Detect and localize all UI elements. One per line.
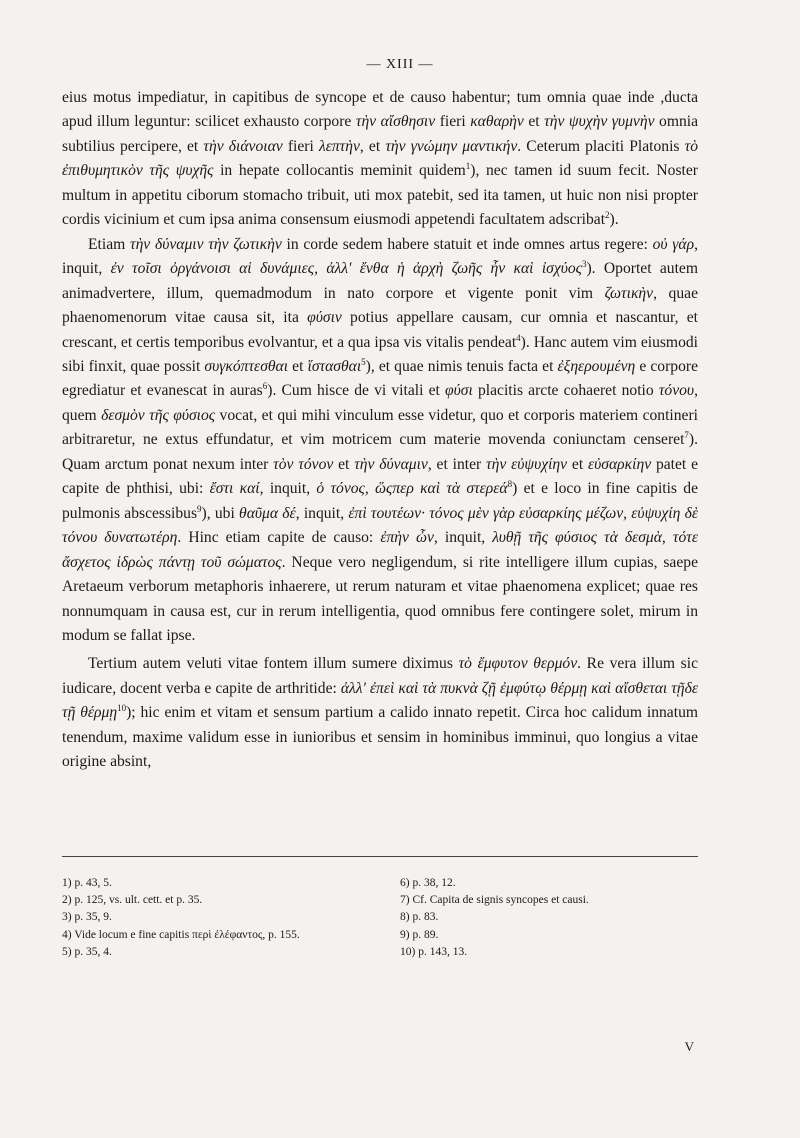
latin-text: fieri (435, 113, 471, 131)
latin-text: et (523, 113, 545, 131)
footnotes-left-column (62, 875, 392, 961)
footnote (62, 944, 392, 961)
footnote-number: 5) (62, 945, 72, 958)
latin-text: Tertium autem veluti vitae fontem illum sumere diximus (88, 655, 459, 673)
latin-text: , inquit, (295, 504, 349, 522)
paragraph (62, 652, 698, 774)
latin-text: ). Hanc autem vim eiusmodi sibi finxit, quae possit (62, 333, 698, 375)
footnote-number: 8) (400, 911, 410, 924)
footnote-number: 3) (62, 911, 72, 924)
footnote-number: 1) (62, 877, 72, 889)
footnote-text: p. 35, 9. (71, 911, 112, 924)
latin-text: vocat, et qui mihi vinculum esse videtur, quo et corporis materiem contineri arbitraretur, ne extus effundatur, et vim motricem cum materie movenda coniunctam censeret (62, 406, 699, 449)
latin-text: in hepate collocantis meminit quidem (213, 162, 466, 180)
latin-text: e corpore egrediatur et evanescat in auras (62, 357, 698, 400)
footnote-number: 9) (400, 928, 410, 941)
signature-mark: V (684, 1039, 694, 1054)
greek-phrase: τὸ ἐπιθυμητικὸν τῆς ψυχῆς (62, 137, 698, 180)
latin-text: ). Quam arctum ponat nexum inter (62, 431, 698, 473)
latin-text: ), et quae nimis tenuis facta et (365, 357, 558, 375)
latin-text: , inquit, (62, 235, 698, 278)
footnote (62, 927, 392, 944)
footnote-number: 7) (400, 894, 410, 907)
latin-text: omnia subtilius percipere, et (62, 113, 698, 155)
latin-text: , inquit, (259, 480, 317, 498)
footnote-text: p. 125, vs. ult. cett. et p. 35. (71, 894, 203, 907)
latin-text: eius motus impediatur, in capitibus de syncope et de causo habentur; tum omnia quae inde ,ducta apud illum leguntur: scilicet exhausto corpore (62, 89, 698, 131)
greek-phrase: τὴν αἴσθησιν (355, 113, 436, 131)
footnote-text: p. 83. (409, 911, 439, 924)
latin-text: ), nec tamen id suum fecit. Noster multum in appetitu ciborum stomacho tribuit, uti mox patebit, sed ita tamen, ut huic non nisi propter cordis vicinium et cum ipsa anima consensum eiusmodi appetendi facultatem adscribat (62, 162, 698, 229)
greek-phrase: ἐπὴν ὦν (380, 529, 434, 547)
greek-phrase: εὐσαρκίην (587, 455, 652, 473)
greek-phrase: τὴν εὐψυχίην (486, 455, 568, 473)
greek-phrase: τόνου (658, 382, 695, 400)
footnote (400, 892, 700, 909)
greek-phrase: συγκόπτεσθαι (204, 357, 289, 375)
greek-phrase: τὴν γνώμην μαντικήν (385, 137, 518, 155)
footnote-ref: 10 (117, 703, 127, 714)
footnote (62, 875, 392, 892)
greek-phrase: ἐπὶ τουτέων· τόνος μὲν γὰρ εὐσαρκίης μέζων, εὐψυχίη δὲ τόνου δυνατωτέρη (62, 504, 698, 547)
greek-phrase: τὸ ἔμφυτον θερμόν (458, 655, 578, 673)
footnote-divider (62, 856, 698, 857)
latin-text: potius appellare causam, cur omnia et nascantur, et crescant, et certis temporibus evolvantur, et a qua ipsa vis vitalis pendeat (62, 309, 698, 351)
latin-text: et (288, 357, 308, 375)
footnote (400, 875, 700, 892)
latin-text: , inquit, (433, 529, 493, 547)
footnote-text: p. 89. (409, 928, 439, 941)
footnote-ref: 3 (581, 259, 587, 270)
greek-phrase: λεπτὴν (318, 137, 360, 155)
greek-phrase: ἔστι καί (209, 480, 260, 498)
footnote-ref: 1 (465, 161, 471, 172)
footnote-ref: 8 (507, 479, 513, 490)
footnote-ref: 9 (197, 503, 202, 514)
footnote-number: 6) (400, 877, 410, 889)
footnote-text: p. 38, 12. (409, 877, 456, 889)
footnote-text: p. 143, 13. (415, 945, 468, 958)
footnote-ref: 7 (684, 430, 689, 441)
footnote-number: 4) (62, 928, 72, 941)
latin-text: et (333, 455, 355, 473)
footnote (400, 927, 700, 944)
footnote (400, 909, 700, 926)
footnote-number: 2) (62, 894, 72, 907)
greek-phrase: ὁ τόνος, ὥςπερ καὶ τὰ στερεά (316, 480, 508, 498)
greek-phrase: τὸν τόνον (273, 455, 334, 473)
paragraph (62, 86, 698, 233)
latin-text: ). Cum hisce de vi vitali et (267, 382, 445, 400)
latin-text: , quae phaenomenorum vitae causa sit, ita (62, 284, 698, 327)
greek-phrase: ἵστασθαι (307, 357, 362, 375)
greek-phrase: τὴν διάνοιαν (203, 137, 283, 155)
page-number-header: — XIII — (366, 57, 434, 72)
latin-text: , et (359, 137, 386, 155)
body-text (62, 86, 698, 775)
greek-phrase: τὴν δύναμιν τὴν ζωτικὴν (129, 235, 282, 253)
greek-phrase: καθαρὴν (470, 113, 524, 131)
greek-phrase: δεσμὸν τῆς φύσιος (101, 406, 216, 424)
latin-text: patet e capite de phthisi, ubi: (62, 455, 698, 498)
greek-phrase: θαῦμα δέ (239, 504, 296, 522)
latin-text: , quem (62, 382, 698, 424)
latin-text: in corde sedem habere statuit et inde omnes artus regere: (281, 235, 653, 253)
greek-phrase: ἀλλ' ἐπεὶ καὶ τὰ πυκνὰ ζῇ ἐμφύτῳ θέρμῃ καὶ αἴσθεται τῇδε τῇ θέρμῃ (62, 679, 698, 722)
footnote-ref: 5 (361, 356, 366, 367)
footnote-text: Cf. Capita de signis syncopes et causi. (409, 894, 589, 907)
footnote (62, 892, 392, 909)
greek-phrase: τὴν δύναμιν (354, 455, 428, 473)
latin-text: Etiam (88, 235, 130, 253)
greek-phrase: ζωτικὴν (604, 284, 654, 302)
latin-text: ), ubi (201, 504, 240, 522)
latin-text: et (567, 455, 588, 473)
latin-text: placitis arcte cohaeret notio (472, 382, 659, 400)
greek-phrase: τὴν ψυχὴν γυμνὴν (544, 113, 655, 131)
greek-phrase: οὐ γάρ (652, 235, 695, 253)
latin-text: ). (609, 211, 619, 229)
greek-phrase: ἐν τοῖσι ὀργάνοισι αἱ δυνάμιες, ἀλλ' ἔνθα ἡ ἀρχὴ ζωῆς ἦν καὶ ἰσχύος (110, 260, 582, 278)
latin-text: ); hic enim et vitam et sensum partium a calido innato repetit. Circa hoc calidum innatum tenendum, maxime validum esse in iunioribus et sensim in hominibus imminui, quo longius a vitae origine absint, (62, 704, 698, 771)
footnotes-right-column (400, 875, 700, 961)
latin-text: . Neque vero negligendum, si rite intelligere illum cupias, saepe Aretaeum verborum metaphoris inhaerere, ut rerum naturam et vitae phaenomena explicet; quae res nonnumquam in causa est, cur in rerum intelligentia, quod omnibus fere contingere solet, mirum in modum se fallat ipse. (62, 553, 698, 644)
greek-phrase: φύσιν (307, 309, 342, 327)
greek-phrase: φύσι (445, 382, 473, 400)
greek-phrase: ἐξηερουμένη (557, 357, 636, 375)
paragraph (62, 233, 698, 649)
footnote-text: p. 43, 5. (71, 877, 112, 889)
latin-text: fieri (282, 137, 319, 155)
footnote-ref: 6 (262, 381, 268, 392)
latin-text: . Re vera illum sic iudicare, docent verba e capite de arthritide: (62, 655, 698, 697)
footnote-ref: 2 (605, 210, 610, 221)
footnote-text: p. 35, 4. (71, 945, 112, 958)
latin-text: . Ceterum placiti Platonis (517, 137, 685, 155)
latin-text: . Hinc etiam capite de causo: (177, 529, 381, 547)
footnote-ref: 4 (516, 332, 521, 343)
greek-phrase: λυθῇ τῆς φύσιος τὰ δεσμὰ, τότε ἄσχετος ἱδρὼς πάντῃ τοῦ σώματος (62, 529, 698, 571)
latin-text: ). Oportet autem animadvertere, illum, quemadmodum in nato corpore et vigente ponit vim (62, 260, 698, 302)
latin-text: ) et e loco in fine capitis de pulmonis abscessibus (62, 480, 698, 522)
footnote (62, 909, 392, 926)
latin-text: , et inter (427, 455, 487, 473)
footnote (400, 944, 700, 961)
footnote-number: 10) (400, 945, 416, 958)
footnote-text: Vide locum e fine capitis περὶ ἐλέφαντος, p. 155. (71, 928, 300, 941)
